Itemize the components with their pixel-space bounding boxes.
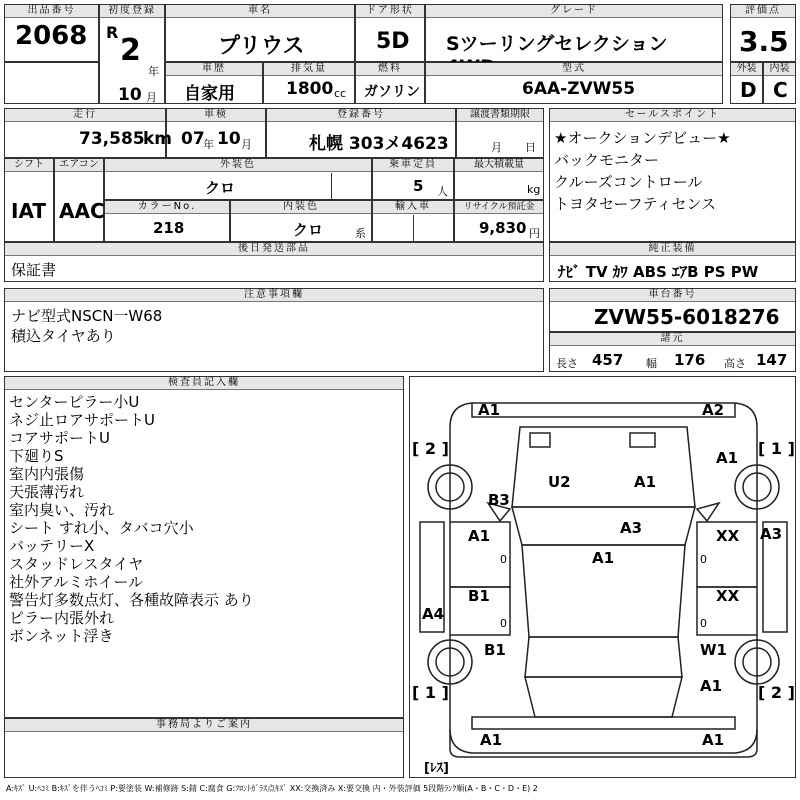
length-label: 長さ <box>556 357 578 370</box>
exterior-color: クロ <box>205 179 236 197</box>
color-divider <box>331 173 332 201</box>
int-score: C <box>773 78 788 102</box>
displacement-label: 排気量 <box>264 63 354 76</box>
lot-number: 2068 <box>15 21 88 51</box>
door-box <box>355 4 425 62</box>
door-label: ドア形状 <box>356 5 424 18</box>
score-box <box>730 4 796 62</box>
color-number: 218 <box>153 219 185 237</box>
inspection-label: 車検 <box>167 109 265 122</box>
panel-count-bl: [ 1 ] <box>412 683 449 702</box>
panel-count-tr: [ 1 ] <box>758 439 795 458</box>
transfer-day: 日 <box>525 141 536 154</box>
load-box <box>454 158 544 200</box>
damage-door-fl: A1 <box>468 527 491 545</box>
int-color-box <box>230 200 372 242</box>
inspection-month: 10 <box>217 129 241 149</box>
history-label: 車歴 <box>166 63 262 76</box>
mileage: 73,585 <box>79 129 145 149</box>
equipment-label: 純正装備 <box>550 243 795 256</box>
displacement-box <box>263 62 355 104</box>
transfer-month: 月 <box>491 141 502 154</box>
inspector-line: 社外アルミホイール <box>9 573 144 591</box>
overall-score: 3.5 <box>739 25 789 58</box>
sales-box <box>549 108 796 242</box>
damage-hood-left: U2 <box>548 473 571 491</box>
damage-bumper-right: A1 <box>702 731 725 749</box>
recycle-fee: 9,830 <box>479 219 527 237</box>
parts-box <box>4 242 544 282</box>
recycle-label: リサイクル預託金 <box>455 201 543 214</box>
registration-number: 札幌 303メ4623 <box>309 134 449 154</box>
year-unit: 年 <box>148 65 159 78</box>
length-value: 457 <box>592 351 624 369</box>
int-label: 内装 <box>764 63 795 76</box>
inspector-line: 天張薄汚れ <box>9 483 85 501</box>
inspector-line: 下廻りS <box>9 447 64 465</box>
era: R <box>106 23 119 42</box>
fuel: ガソリン <box>364 84 420 100</box>
height-label: 高さ <box>724 357 746 370</box>
color-box <box>104 158 372 200</box>
sales-label: セールスポイント <box>550 109 795 122</box>
import-divider <box>413 215 414 243</box>
car-name: プリウス <box>218 34 305 59</box>
damage-door-rr: XX <box>716 587 740 605</box>
int-score-box <box>763 62 796 104</box>
notes-label: 注意事項欄 <box>5 289 543 302</box>
shift-box <box>4 158 54 242</box>
damage-bumper-left: A1 <box>480 731 503 749</box>
lot-number-box <box>4 4 99 62</box>
lot-label: 出品番号 <box>5 5 98 18</box>
transfer-box <box>456 108 544 158</box>
notes-box <box>4 288 544 372</box>
model-label: 型式 <box>426 63 722 76</box>
damage-front-left: A1 <box>478 401 501 419</box>
panel-count-tl: [ 2 ] <box>412 439 449 458</box>
damage-quarter-right: W1 <box>700 641 727 659</box>
mileage-unit: km <box>143 129 173 149</box>
office-label: 事務局よりご案内 <box>5 719 403 732</box>
damage-door-rl: B1 <box>468 587 490 605</box>
recycle-unit: 円 <box>529 227 540 240</box>
notes-line: 積込タイヤあり <box>11 327 116 345</box>
int-color-unit: 系 <box>355 227 366 240</box>
zero-rr: 0 <box>700 617 707 630</box>
chassis-number: ZVW55-6018276 <box>594 305 780 329</box>
height-value: 147 <box>756 351 788 369</box>
car-name-box <box>165 4 355 62</box>
panel-count-br: [ 2 ] <box>758 683 795 702</box>
score-label: 評価点 <box>731 5 795 18</box>
inspection-box <box>166 108 266 158</box>
inspector-line: 警告灯多数点灯、各種故障表示 あり <box>9 591 254 609</box>
capacity-unit: 人 <box>437 185 448 198</box>
legend: A:ｷｽﾞ U:ﾍｺﾐ B:ｷｽﾞを伴うﾍｺﾐ P:要塗装 W:補修跡 S:錆 C:腐食 G:ﾌﾛﾝﾄｶﾞﾗｽ点ｷｽﾞ XX:交換済み X:要交換 内・外装評価 5段階ﾗﾝｸ順(A・B・C・D・E) 2 <box>6 784 538 793</box>
inspector-line: バッテリーX <box>9 537 95 555</box>
registration-label: 登録番号 <box>267 109 455 122</box>
model-box <box>425 62 723 104</box>
zero-rl: 0 <box>500 617 507 630</box>
ext-label: 外装 <box>731 63 762 76</box>
specs-box <box>549 332 796 372</box>
equipment-box <box>549 242 796 282</box>
damage-roof: A1 <box>592 549 615 567</box>
inspector-line: コアサポートU <box>9 429 110 447</box>
inspection-month-unit: 月 <box>241 138 252 151</box>
sales-item: トヨタセーフティセンス <box>554 195 717 213</box>
recycle-box <box>454 200 544 242</box>
lot-blank <box>4 62 99 104</box>
equipment-value: ﾅﾋﾞ TV ｶﾜ ABS ｴｱB PS PW <box>558 263 759 281</box>
specs-label: 諸元 <box>550 333 795 346</box>
inspector-line: スタッドレスタイヤ <box>9 555 144 573</box>
damage-rear-right: A1 <box>700 677 723 695</box>
sales-item: ★オークションデビュー★ <box>554 129 731 147</box>
grade-box <box>425 4 723 62</box>
zero-fr: 0 <box>700 553 707 566</box>
ac-box <box>54 158 104 242</box>
first-reg-year: 2 <box>120 33 141 68</box>
registration-box <box>266 108 456 158</box>
inspector-line: ネジ止ロアサポートU <box>9 411 155 429</box>
shift: IAT <box>11 199 47 223</box>
color-no-box <box>104 200 230 242</box>
inspector-line: シート すれ小、タバコ穴小 <box>9 519 194 537</box>
zero-fl: 0 <box>500 553 507 566</box>
inspector-line: 室内臭い、汚れ <box>9 501 115 519</box>
transfer-label: 譲渡書類期限 <box>457 109 543 122</box>
history-box <box>165 62 263 104</box>
inspection-year: 07 <box>181 129 205 149</box>
history: 自家用 <box>184 84 235 104</box>
damage-fender-right: A1 <box>716 449 739 467</box>
int-color-label: 内装色 <box>231 201 371 214</box>
chassis-box <box>549 288 796 332</box>
load-unit: kg <box>527 183 541 196</box>
inspector-box <box>4 376 404 718</box>
shift-label: シフト <box>5 159 53 172</box>
import-label: 輸入車 <box>373 201 453 214</box>
inspector-line: 室内内張傷 <box>9 465 85 483</box>
damage-front-right: A2 <box>702 401 725 419</box>
mileage-label: 走行 <box>5 109 165 122</box>
ext-score-box <box>730 62 763 104</box>
inspector-line: ピラー内張外れ <box>9 609 115 627</box>
notes-line: ナビ型式NSCN一W68 <box>11 307 163 325</box>
fuel-box <box>355 62 425 104</box>
inspector-line: センターピラー小U <box>9 393 140 411</box>
import-box <box>372 200 454 242</box>
displacement: 1800 <box>286 79 334 99</box>
inspection-year-unit: 年 <box>203 138 214 151</box>
grade-label: グレード <box>426 5 722 18</box>
ext-score: D <box>740 78 757 102</box>
first-registration-box <box>99 4 165 104</box>
door-type: 5D <box>376 29 410 54</box>
air-conditioner: AAC <box>59 199 105 223</box>
damage-fender-left: B3 <box>488 491 510 509</box>
first-registration-label: 初度登録 <box>100 5 164 18</box>
width-label: 幅 <box>646 357 657 370</box>
sales-item: バックモニター <box>554 151 660 169</box>
ac-label: エアコン <box>55 159 103 172</box>
inspector-label: 検査員記入欄 <box>5 377 403 390</box>
parts-value: 保証書 <box>11 261 57 279</box>
displacement-unit: cc <box>334 87 347 100</box>
inspector-line: ボンネット浮き <box>9 627 114 645</box>
model-code: 6AA-ZVW55 <box>522 79 636 99</box>
damage-sill-left: A4 <box>422 605 445 623</box>
color-no-label: カラーNo. <box>105 201 229 214</box>
interior-color: クロ <box>293 221 324 239</box>
month-unit: 月 <box>146 91 157 104</box>
grade: Sツーリングセレクション <box>446 33 668 55</box>
chassis-label: 車台番号 <box>550 289 795 302</box>
office-box <box>4 718 404 778</box>
damage-windshield: A3 <box>620 519 643 537</box>
car-outline <box>410 377 797 779</box>
capacity: 5 <box>413 177 424 195</box>
capacity-box <box>372 158 454 200</box>
damage-side-right: A3 <box>760 525 783 543</box>
inspector-lines <box>9 393 254 645</box>
mileage-box <box>4 108 173 158</box>
first-reg-month: 10 <box>118 85 142 105</box>
damage-door-fr: XX <box>716 527 740 545</box>
capacity-label: 乗車定員 <box>373 159 453 172</box>
parts-label: 後日発送部品 <box>5 243 543 256</box>
car-name-label: 車名 <box>166 5 354 18</box>
load-label: 最大積載量 <box>455 159 543 172</box>
car-diagram-box <box>409 376 796 778</box>
color-label: 外装色 <box>105 159 371 172</box>
width-value: 176 <box>674 351 706 369</box>
rear-label: [ﾚｽ] <box>424 761 449 776</box>
damage-quarter-left: B1 <box>484 641 506 659</box>
sales-item: クルーズコントロール <box>554 173 703 191</box>
fuel-label: 燃料 <box>356 63 424 76</box>
damage-hood-right: A1 <box>634 473 657 491</box>
